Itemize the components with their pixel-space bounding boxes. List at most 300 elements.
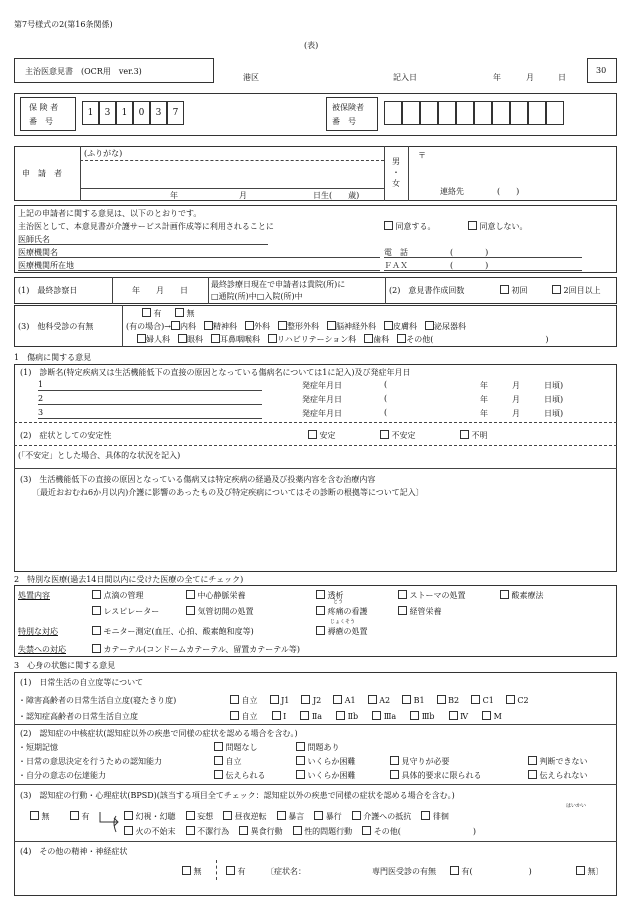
option-item[interactable] — [449, 712, 469, 721]
clinic-label: 医療機関名 — [18, 248, 58, 257]
checkbox[interactable] — [482, 711, 491, 720]
digit-box[interactable] — [438, 101, 456, 125]
option-label: A2 — [379, 696, 391, 705]
decision-label: ・日常の意思決定を行うための認知能力 — [18, 757, 162, 766]
insurer-label-2: 番 号 — [29, 117, 53, 126]
checkbox[interactable] — [364, 334, 373, 343]
special-option: 褥瘡の処置 — [327, 627, 368, 636]
dementia-label: ・認知症高齢者の日常生活自立度 — [18, 712, 138, 721]
option-label: C1 — [482, 696, 494, 705]
checkbox[interactable] — [92, 590, 101, 599]
digit-box[interactable]: 3 — [99, 101, 116, 125]
checkbox[interactable] — [204, 321, 213, 330]
spec-no[interactable] — [576, 866, 604, 877]
dept-option: 歯科 — [373, 335, 390, 344]
checkbox[interactable] — [390, 770, 399, 779]
onset-date[interactable]: 年 月 日頃) — [480, 381, 564, 390]
option-item[interactable] — [362, 827, 476, 836]
option-item[interactable] — [277, 812, 305, 821]
checkbox[interactable] — [333, 695, 342, 704]
bed-options — [230, 695, 541, 706]
checkbox[interactable] — [506, 695, 515, 704]
digit-box[interactable]: 7 — [167, 101, 184, 125]
dec-opt[interactable] — [528, 756, 588, 767]
option-label: 自立 — [241, 712, 258, 721]
other-dept-no[interactable] — [175, 308, 195, 319]
option-label: Ⅰ — [283, 712, 287, 721]
other-yes[interactable] — [226, 866, 246, 877]
checkbox[interactable] — [268, 334, 277, 343]
checkbox[interactable] — [576, 866, 585, 875]
option-label: Ⅲa — [383, 712, 397, 721]
proc-item[interactable] — [316, 606, 368, 617]
checkbox[interactable] — [314, 811, 323, 820]
digit-box[interactable] — [402, 101, 420, 125]
opt-label: 問題なし — [225, 743, 258, 752]
mem-opt[interactable] — [296, 742, 340, 753]
dec-opt[interactable] — [214, 756, 242, 767]
memory-label: ・短期記憶 — [18, 743, 58, 752]
option-label: 幻視・幻聴 — [135, 812, 176, 821]
com-opt[interactable] — [214, 770, 266, 781]
option-label: 異食行動 — [250, 827, 283, 836]
furigana-label: (ふりがな) — [84, 149, 123, 158]
yes-label: 有 — [153, 309, 162, 318]
option-label: M — [493, 712, 502, 721]
checkbox[interactable] — [226, 866, 235, 875]
birth-year: 年 — [170, 191, 178, 200]
section2-title: 2 特別な医療(過去14日間以内に受けた医療の全てにチェック) — [14, 575, 244, 584]
option-item[interactable] — [482, 712, 502, 721]
opt-label: 具体的要求に限られる — [401, 771, 482, 780]
last-visit-label: (1) 最終診察日 — [18, 286, 78, 295]
bpsd-yes[interactable] — [70, 811, 90, 822]
checkbox[interactable] — [124, 826, 133, 835]
digit-box[interactable] — [528, 101, 546, 125]
checkbox[interactable] — [296, 770, 305, 779]
special-option: モニター測定(血圧、心拍、酸素飽和度等) — [103, 627, 254, 636]
doctor-name-label: 医師氏名 — [18, 235, 50, 244]
sex-dot: ・ — [392, 168, 400, 177]
onset-label: 発症年月日 — [302, 381, 342, 390]
option-item[interactable] — [352, 812, 412, 821]
contact-label: 連絡先 — [440, 187, 464, 196]
birth-month: 月 — [239, 191, 247, 200]
proc-option: 点滴の管理 — [103, 591, 144, 600]
option-label: Ⅱb — [347, 712, 359, 721]
option-label: Ⅲb — [421, 712, 435, 721]
checkbox[interactable] — [142, 308, 151, 317]
opt-label: 問題あり — [307, 743, 340, 752]
option-label: 性的問題行動 — [304, 827, 353, 836]
option-item[interactable] — [230, 696, 258, 705]
ruby-text: はいかい — [566, 803, 587, 809]
unstable-option[interactable] — [380, 430, 416, 441]
insurer-digits[interactable] — [82, 101, 184, 125]
proc-option: 酸素療法 — [511, 591, 544, 600]
opt-label: 判断できない — [539, 757, 588, 766]
communication-label: ・自分の意志の伝達能力 — [18, 771, 106, 780]
proc-label: 処置内容 — [18, 591, 50, 600]
checkbox[interactable] — [390, 756, 399, 765]
checkbox[interactable] — [214, 770, 223, 779]
option-item[interactable] — [270, 696, 290, 705]
checkbox[interactable] — [239, 826, 248, 835]
spec-yes[interactable] — [450, 866, 532, 877]
checkbox[interactable] — [327, 321, 336, 330]
diag-row-no: 2 — [38, 394, 44, 403]
checkbox[interactable] — [230, 711, 239, 720]
yes-label: 有 — [237, 867, 246, 876]
option-item[interactable] — [421, 812, 449, 821]
option-label: B1 — [413, 696, 425, 705]
checkbox[interactable] — [397, 334, 406, 343]
option-label: J2 — [312, 696, 322, 705]
checkbox[interactable] — [214, 756, 223, 765]
postal-mark: 〒 — [418, 151, 426, 160]
checkbox[interactable] — [214, 742, 223, 751]
com-opt[interactable] — [528, 770, 588, 781]
digit-box[interactable] — [474, 101, 492, 125]
proc-item[interactable] — [92, 590, 144, 601]
checkbox[interactable] — [186, 811, 195, 820]
mem-opt[interactable] — [214, 742, 258, 753]
option-item[interactable] — [437, 696, 460, 705]
address-label: 医療機関所在地 — [18, 261, 74, 270]
onset-open: ( — [384, 394, 388, 403]
unknown-label: 不明 — [471, 431, 488, 440]
checkbox[interactable] — [316, 590, 325, 599]
checkbox[interactable] — [398, 590, 407, 599]
option-item[interactable] — [314, 812, 342, 821]
checkbox[interactable] — [223, 811, 232, 820]
checkbox[interactable] — [380, 430, 389, 439]
entry-month[interactable]: 月 — [526, 73, 534, 82]
intro-line2: 主治医として、本意見書が介護サービス計画作成等に利用されることに — [18, 222, 274, 231]
digit-box[interactable] — [384, 101, 402, 125]
last-visit-date[interactable]: 年 月 日 — [132, 286, 188, 295]
diagnosis-label: (1) 診断名(特定疾病又は生活機能低下の直接の原因となっている傷病名については1に記入)及び発症年月日 — [20, 368, 411, 377]
insurer-label-box — [20, 97, 76, 131]
option-label: 昼夜逆転 — [234, 812, 267, 821]
insured-label-2: 番 号 — [332, 117, 356, 126]
checkbox[interactable] — [398, 606, 407, 615]
consent-agree[interactable] — [384, 221, 436, 232]
option-item[interactable] — [124, 827, 176, 836]
ruby-text: とう — [333, 599, 344, 605]
fax-input[interactable]: ( ) — [450, 261, 489, 270]
checkbox[interactable] — [175, 308, 184, 317]
checkbox[interactable] — [278, 321, 287, 330]
option-item[interactable] — [410, 712, 434, 721]
checkbox[interactable] — [92, 606, 101, 615]
course-input[interactable] — [20, 500, 610, 568]
option-item[interactable] — [272, 712, 287, 721]
ruby-text: じょくそう — [330, 619, 356, 625]
option-label: Ⅳ — [460, 712, 469, 721]
course-note: 〔最近おおむね6か月以内)介護に影響のあったもの及び特定疾病についてはその診断の根拠等について記入〕 — [32, 488, 424, 497]
onset-open: ( — [384, 380, 388, 389]
no-label: 無 — [193, 867, 202, 876]
section3-title: 3 心身の状態に関する意見 — [14, 661, 116, 670]
onset-date[interactable]: 年 月 日頃) — [480, 395, 564, 404]
option-label: 妄想 — [197, 812, 214, 821]
option-item[interactable] — [301, 696, 321, 705]
checkbox[interactable] — [500, 285, 509, 294]
digit-box[interactable] — [456, 101, 474, 125]
checkbox[interactable] — [528, 756, 537, 765]
checkbox[interactable] — [471, 695, 480, 704]
front-marker: (表) — [304, 41, 319, 50]
checkbox[interactable] — [211, 334, 220, 343]
contact-input[interactable]: ( ) — [497, 187, 520, 196]
special-label: 特別な対応 — [18, 627, 58, 636]
dept-option: リハビリテーション科 — [277, 335, 357, 344]
onset-open: ( — [384, 408, 388, 417]
checkbox[interactable] — [296, 742, 305, 751]
checkbox[interactable] — [178, 334, 187, 343]
checkbox[interactable] — [230, 695, 239, 704]
first-label: 初回 — [511, 286, 528, 295]
checkbox[interactable] — [316, 606, 325, 615]
opt-label: 伝えられる — [225, 771, 266, 780]
onset-label: 発症年月日 — [302, 409, 342, 418]
checkbox[interactable] — [352, 811, 361, 820]
stable-label: 安定 — [319, 431, 336, 440]
opt-label: いくらか困難 — [307, 771, 356, 780]
checkbox[interactable] — [384, 221, 393, 230]
option-item[interactable] — [230, 712, 258, 721]
sex-female[interactable]: 女 — [392, 179, 400, 188]
checkbox[interactable] — [92, 626, 101, 635]
insurer-label: 保 険 者 — [29, 103, 59, 112]
digit-box[interactable]: 1 — [116, 101, 133, 125]
checkbox[interactable] — [124, 811, 133, 820]
other-dept-yes[interactable] — [142, 308, 162, 319]
second-label: 2回目以上 — [563, 286, 601, 295]
fax-label: ＦＡＸ — [384, 261, 408, 270]
applicant-label: 申 請 者 — [22, 169, 62, 178]
checkbox[interactable] — [552, 285, 561, 294]
proc-item[interactable] — [186, 606, 254, 617]
option-item[interactable] — [336, 712, 358, 721]
other-no[interactable] — [182, 866, 202, 877]
option-label: その他( ) — [373, 827, 476, 836]
checkbox[interactable] — [186, 826, 195, 835]
checkbox[interactable] — [336, 711, 345, 720]
spec-yes-label: 有( ) — [461, 867, 532, 876]
option-item[interactable] — [223, 812, 267, 821]
option-item[interactable] — [293, 827, 353, 836]
option-label: 暴行 — [325, 812, 342, 821]
checkbox[interactable] — [182, 866, 191, 875]
digit-box[interactable] — [492, 101, 510, 125]
dec-opt[interactable] — [296, 756, 356, 767]
consent-disagree[interactable] — [468, 221, 528, 232]
section1-title: 1 傷病に関する意見 — [14, 353, 92, 362]
insured-label-box — [326, 97, 378, 131]
checkbox[interactable] — [137, 334, 146, 343]
checkbox[interactable] — [372, 711, 381, 720]
checkbox[interactable] — [186, 606, 195, 615]
digit-box[interactable]: 0 — [133, 101, 150, 125]
checkbox[interactable] — [296, 756, 305, 765]
option-label: 火の不始末 — [135, 827, 176, 836]
no-label: 無 — [41, 812, 50, 821]
spec-no-label: 無〕 — [587, 867, 604, 876]
dem-options — [230, 711, 516, 722]
option-label: 介護への抵抗 — [363, 812, 412, 821]
no-label: 無 — [186, 309, 195, 318]
digit-box[interactable]: 1 — [82, 101, 99, 125]
checkbox[interactable] — [362, 826, 371, 835]
tel-input[interactable]: ( ) — [450, 248, 489, 257]
digit-box[interactable] — [546, 101, 564, 125]
option-item[interactable] — [186, 827, 230, 836]
dept-line1 — [126, 321, 466, 332]
option-item[interactable] — [471, 696, 494, 705]
option-item[interactable] — [239, 827, 283, 836]
bedridden-label: ・障害高齢者の日常生活自立度(寝たきり度) — [18, 696, 177, 705]
special-item[interactable] — [92, 626, 254, 637]
other-dept-label: (3) 他科受診の有無 — [18, 322, 94, 331]
checkbox[interactable] — [301, 695, 310, 704]
checkbox[interactable] — [500, 590, 509, 599]
entry-year[interactable]: 年 — [493, 73, 501, 82]
proc-option: 気管切開の処置 — [197, 607, 254, 616]
com-opt[interactable] — [390, 770, 482, 781]
dept-line2 — [137, 334, 549, 345]
bpsd-line1 — [124, 811, 459, 822]
proc-item[interactable] — [92, 606, 159, 617]
unknown-option[interactable] — [460, 430, 488, 441]
creation-count-label: (2) 意見書作成回数 — [389, 286, 465, 295]
diag-row-no: 1 — [38, 380, 44, 389]
bpsd-no[interactable] — [30, 811, 50, 822]
checkbox[interactable] — [70, 811, 79, 820]
incont-item[interactable] — [92, 644, 300, 655]
checkbox[interactable] — [272, 711, 281, 720]
independence-label: (1) 日常生活の自立度等について — [20, 678, 144, 687]
checkbox[interactable] — [421, 811, 430, 820]
com-opt[interactable] — [296, 770, 356, 781]
option-item[interactable] — [300, 712, 322, 721]
option-item[interactable] — [124, 812, 176, 821]
checkbox[interactable] — [384, 321, 393, 330]
visit-status-note: 最終診療日現在で申請者は貴院(所)に — [211, 280, 346, 289]
proc-item[interactable] — [186, 590, 246, 601]
if-yes: (有の場合)→ — [126, 322, 171, 331]
unstable-label: 不安定 — [391, 431, 416, 440]
option-item[interactable] — [402, 696, 425, 705]
unstable-note: (「不安定」とした場合、具体的な状況を記入) — [18, 451, 181, 460]
dept-option: 皮膚科 — [392, 322, 417, 331]
bpsd-line2 — [124, 826, 486, 837]
sex-male[interactable]: 男 — [392, 157, 400, 166]
dept-option: 泌尿器科 — [433, 322, 466, 331]
opt-label: 伝えられない — [539, 771, 588, 780]
intro-line1: 上記の申請者に関する意見は、以下のとおりです。 — [18, 209, 202, 218]
checkbox[interactable] — [300, 711, 309, 720]
checkbox[interactable] — [402, 695, 411, 704]
incontinence-label: 失禁への対応 — [18, 645, 66, 654]
proc-option: 経管栄養 — [409, 607, 442, 616]
proc-item[interactable] — [500, 590, 544, 601]
special-item[interactable] — [316, 626, 368, 637]
option-item[interactable] — [186, 812, 214, 821]
proc-item[interactable] — [398, 606, 442, 617]
onset-date[interactable]: 年 月 日頃) — [480, 409, 564, 418]
option-item[interactable] — [333, 696, 355, 705]
opt-label: 見守りが必要 — [401, 757, 450, 766]
core-symptom-label: (2) 認知症の中核症状(認知症以外の疾患で同様の症状を認める場合を含む。) — [20, 729, 298, 738]
dept-option: 精神科 — [212, 322, 237, 331]
specialist-label: 専門医受診の有無 — [372, 867, 436, 876]
option-label: Ⅱa — [311, 712, 323, 721]
checkbox[interactable] — [186, 590, 195, 599]
applicant-name-input[interactable] — [82, 163, 382, 187]
digit-box[interactable] — [510, 101, 528, 125]
opt-label: いくらか困難 — [307, 757, 356, 766]
checkbox[interactable] — [425, 321, 434, 330]
stable-option[interactable] — [308, 430, 336, 441]
option-item[interactable] — [506, 696, 529, 705]
option-item[interactable] — [372, 712, 396, 721]
dept-option: その他( ) — [406, 335, 549, 344]
tel-label: 電 話 — [384, 248, 408, 257]
checkbox[interactable] — [30, 811, 39, 820]
checkbox[interactable] — [171, 321, 180, 330]
dept-option: 脳神経外科 — [335, 322, 376, 331]
checkbox[interactable] — [437, 695, 446, 704]
bracket-arrow-icon — [98, 812, 122, 834]
proc-option: 透析 — [327, 591, 344, 600]
checkbox[interactable] — [245, 321, 254, 330]
checkbox[interactable] — [410, 711, 419, 720]
option-label: 不潔行為 — [197, 827, 230, 836]
second-option[interactable] — [552, 285, 601, 296]
checkbox[interactable] — [308, 430, 317, 439]
digit-box[interactable]: 3 — [150, 101, 167, 125]
checkbox[interactable] — [368, 695, 377, 704]
option-label: B2 — [448, 696, 460, 705]
checkbox[interactable] — [277, 811, 286, 820]
digit-box[interactable] — [420, 101, 438, 125]
checkbox[interactable] — [316, 626, 325, 635]
checkbox[interactable] — [449, 711, 458, 720]
checkbox[interactable] — [293, 826, 302, 835]
visit-status-options[interactable]: □通院(所)中□入院(所)中 — [211, 292, 303, 301]
proc-item[interactable] — [398, 590, 466, 601]
opt-label: 自立 — [225, 757, 242, 766]
insured-label: 被保険者 — [332, 103, 364, 112]
checkbox[interactable] — [450, 866, 459, 875]
insured-digits[interactable] — [384, 101, 564, 127]
proc-option: 中心静脈栄養 — [197, 591, 246, 600]
checkbox[interactable] — [468, 221, 477, 230]
checkbox[interactable] — [528, 770, 537, 779]
checkbox[interactable] — [92, 644, 101, 653]
ward: 港区 — [243, 73, 259, 82]
checkbox[interactable] — [270, 695, 279, 704]
diag-row-no: 3 — [38, 408, 44, 417]
option-item[interactable] — [368, 696, 390, 705]
entry-day[interactable]: 日 — [558, 73, 566, 82]
option-label: A1 — [344, 696, 356, 705]
first-option[interactable] — [500, 285, 528, 296]
dec-opt[interactable] — [390, 756, 450, 767]
checkbox[interactable] — [460, 430, 469, 439]
